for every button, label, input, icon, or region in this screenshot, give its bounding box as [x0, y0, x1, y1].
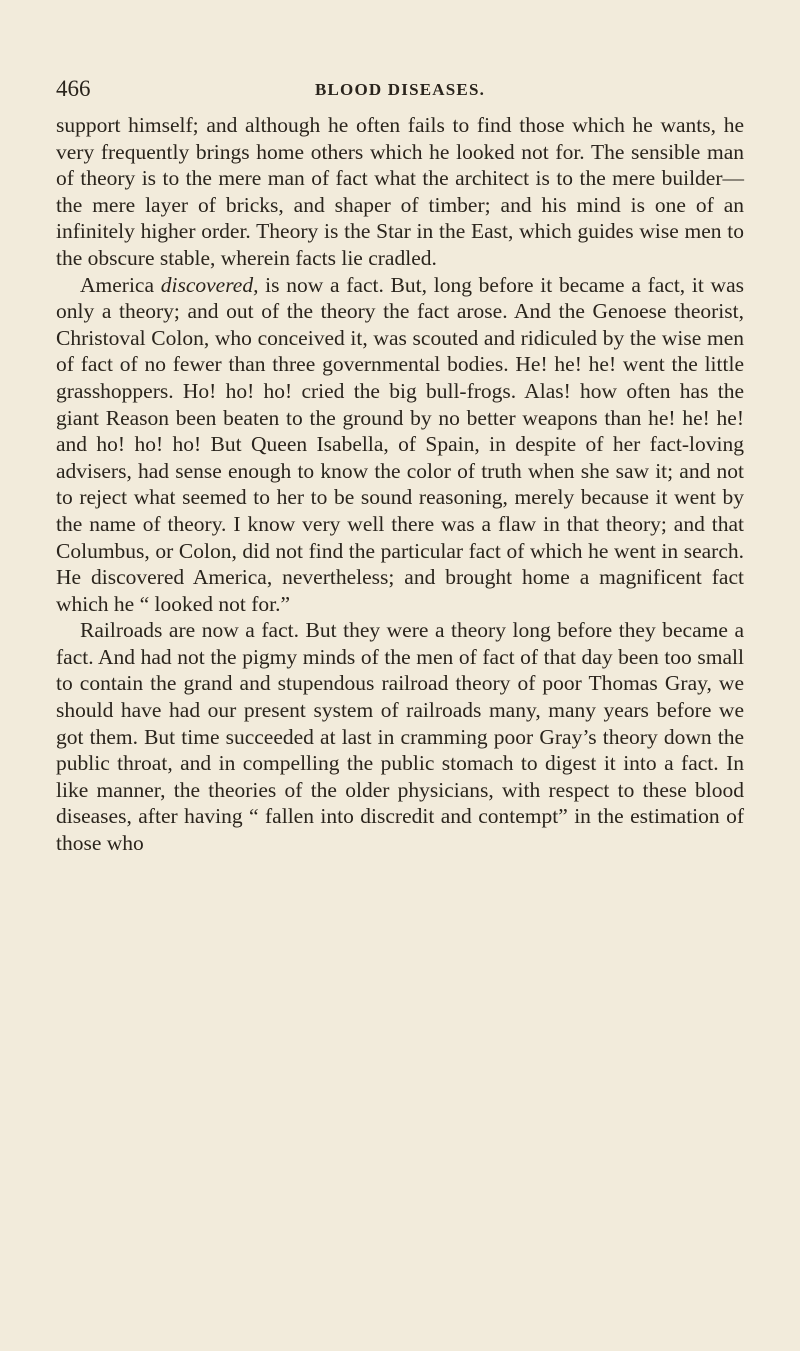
running-title: BLOOD DISEASES.: [314, 80, 486, 99]
book-page: [56, 72, 744, 857]
paragraph-2-rest: is now a fact. But, long before it became a fact, it was only a theory; and out of the theory the fact arose. And the Genoese theorist, Christoval Colon, who conceived it, was scouted and ridiculed by the wise men of fact of no fewer than three governmental bodies. He! he! he! went the little grasshoppers. Ho! ho! ho! cried the big bull-frogs. Alas! how often has the giant Reason been beaten to the ground by no better weapons than he! he! he! and ho! ho! ho! But Queen Isabella, of Spain, in despite of her fact-loving advisers, had sense enough to know the color of truth when she saw it; and not to reject what seemed to her to be sound reasoning, merely because it went by the name of theory. I know very well there was a flaw in that theory; and that Columbus, or Colon, did not find the particular fact of which he went in search. He discovered America, nevertheless; and brought home a magnificent fact which he “ looked not for.”: [56, 272, 744, 616]
paragraph-2: [56, 272, 744, 618]
running-head: [56, 72, 744, 112]
paragraph-3: Railroads are now a fact. But they were a theory long before they became a fact. And had not the pigmy minds of the men of fact of that day been too small to contain the grand and stupendous railroad theory of poor Thomas Gray, we should have had our present system of railroads many, many years before we got them. But time succeeded at last in cramming poor Gray’s theory down the public throat, and in compelling the public stomach to digest it into a fact. In like manner, the theories of the older physicians, with respect to these blood diseases, after having “ fallen into discredit and contempt” in the estimation of those who: [56, 618, 744, 856]
paragraph-2-start: America: [80, 272, 161, 297]
emphasized-word: discovered,: [160, 272, 259, 297]
paragraph-1: support himself; and although he often fails to find those which he wants, he very frequently brings home others which he looked not for. The sensible man of theory is to the mere man of fact what the architect is to the mere builder—the mere layer of bricks, and shaper of timber; and his mind is one of an infinitely higher order. Theory is the Star in the East, which guides wise men to the obscure stable, wherein facts lie cradled.: [56, 113, 744, 270]
body-text: [56, 112, 744, 857]
page-number: 466: [56, 76, 91, 101]
